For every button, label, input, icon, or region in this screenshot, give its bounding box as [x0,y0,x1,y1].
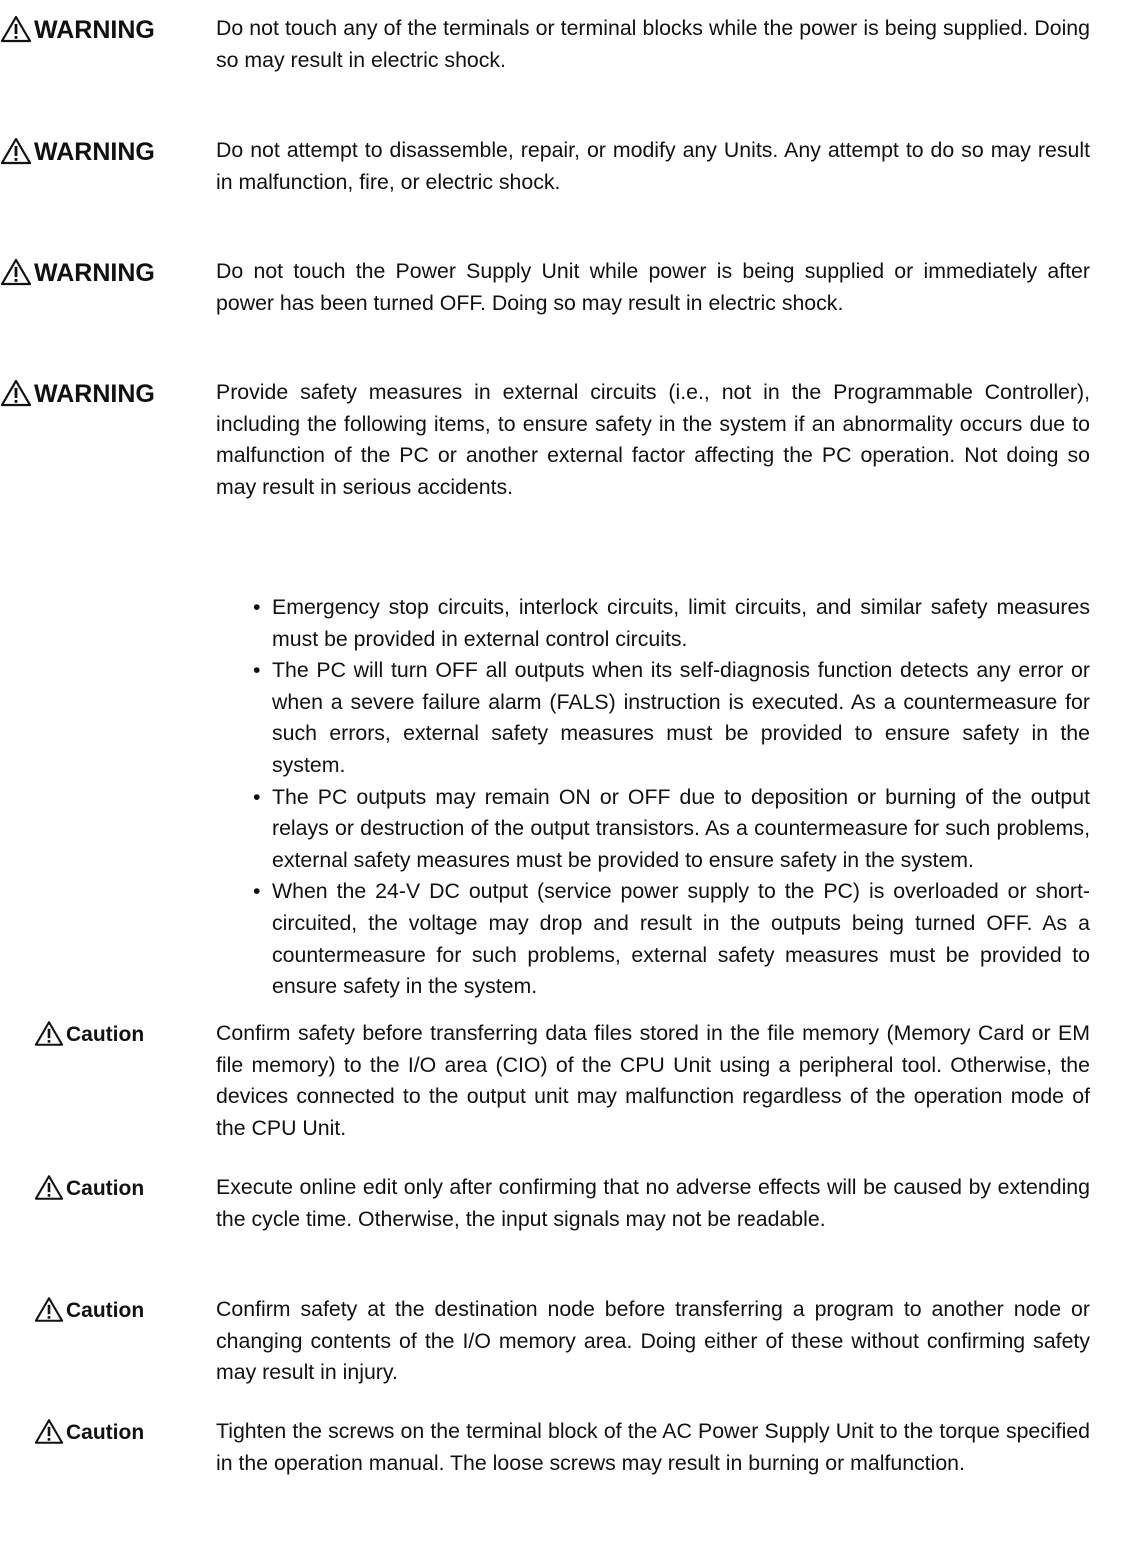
caution-label: Caution [34,1294,144,1328]
list-item: • The PC outputs may remain ON or OFF due to deposition or burning of the output relays or destruction of the output transistors. As a countermeasure for such problems, external safety measures must be provided to ensure safety in the system. [253,782,1090,877]
warning-label: WARNING [0,135,155,169]
caution-text: Execute online edit only after confirming that no adverse effects will be caused by extending the cycle time. Otherwise, the input signals may not be readable. [216,1175,1090,1231]
warning-triangle-icon [0,15,32,43]
warning-text: Do not touch any of the terminals or terminal blocks while the power is being supplied. Doing so may result in electric shock. [216,16,1090,72]
warning-triangle-icon [0,379,32,407]
warning-triangle-icon [34,1020,64,1047]
caution-label: Caution [34,1416,144,1450]
warning-label: WARNING [0,377,155,411]
warning-text: Provide safety measures in external circuits (i.e., not in the Programmable Controller), including the following items, to ensure safety in the system if an abnormality occurs due to malfunction of the PC or another external factor affecting the PC operation. Not doing so may result in serious accidents. [216,380,1090,499]
warning-triangle-icon [0,137,32,165]
warning-text: Do not touch the Power Supply Unit while power is being supplied or immediately after power has been turned OFF. Doing so may result in electric shock. [216,259,1090,315]
warning-triangle-icon [0,258,32,286]
list-item: • When the 24-V DC output (service power supply to the PC) is overloaded or short-circuited, the voltage may drop and result in the outputs being turned OFF. As a countermeasure for such problems, external safety measures must be provided to ensure safety in the system. [253,876,1090,1002]
safety-measures-list [253,592,1090,1003]
caution-label: Caution [34,1172,144,1206]
caution-text: Tighten the screws on the terminal block of the AC Power Supply Unit to the torque specified in the operation manual. The loose screws may result in burning or malfunction. [216,1419,1090,1475]
caution-label: Caution [34,1018,144,1052]
warning-text: Do not attempt to disassemble, repair, or modify any Units. Any attempt to do so may result in malfunction, fire, or electric shock. [216,138,1090,194]
warning-label: WARNING [0,256,155,290]
warning-triangle-icon [34,1296,64,1323]
list-item: • Emergency stop circuits, interlock circuits, limit circuits, and similar safety measures must be provided in external control circuits. [253,592,1090,655]
caution-text: Confirm safety before transferring data files stored in the file memory (Memory Card or EM file memory) to the I/O area (CIO) of the CPU Unit using a peripheral tool. Otherwise, the devices connected to the output unit may malfunction regardless of the operation mode of the CPU Unit. [216,1021,1090,1140]
warning-triangle-icon [34,1174,64,1201]
warning-label: WARNING [0,13,155,47]
warning-triangle-icon [34,1418,64,1445]
list-item: • The PC will turn OFF all outputs when its self-diagnosis function detects any error or when a severe failure alarm (FALS) instruction is executed. As a countermeasure for such errors, external safety measures must be provided to ensure safety in the system. [253,655,1090,781]
caution-text: Confirm safety at the destination node before transferring a program to another node or changing contents of the I/O memory area. Doing either of these without confirming safety may result in injury. [216,1297,1090,1385]
